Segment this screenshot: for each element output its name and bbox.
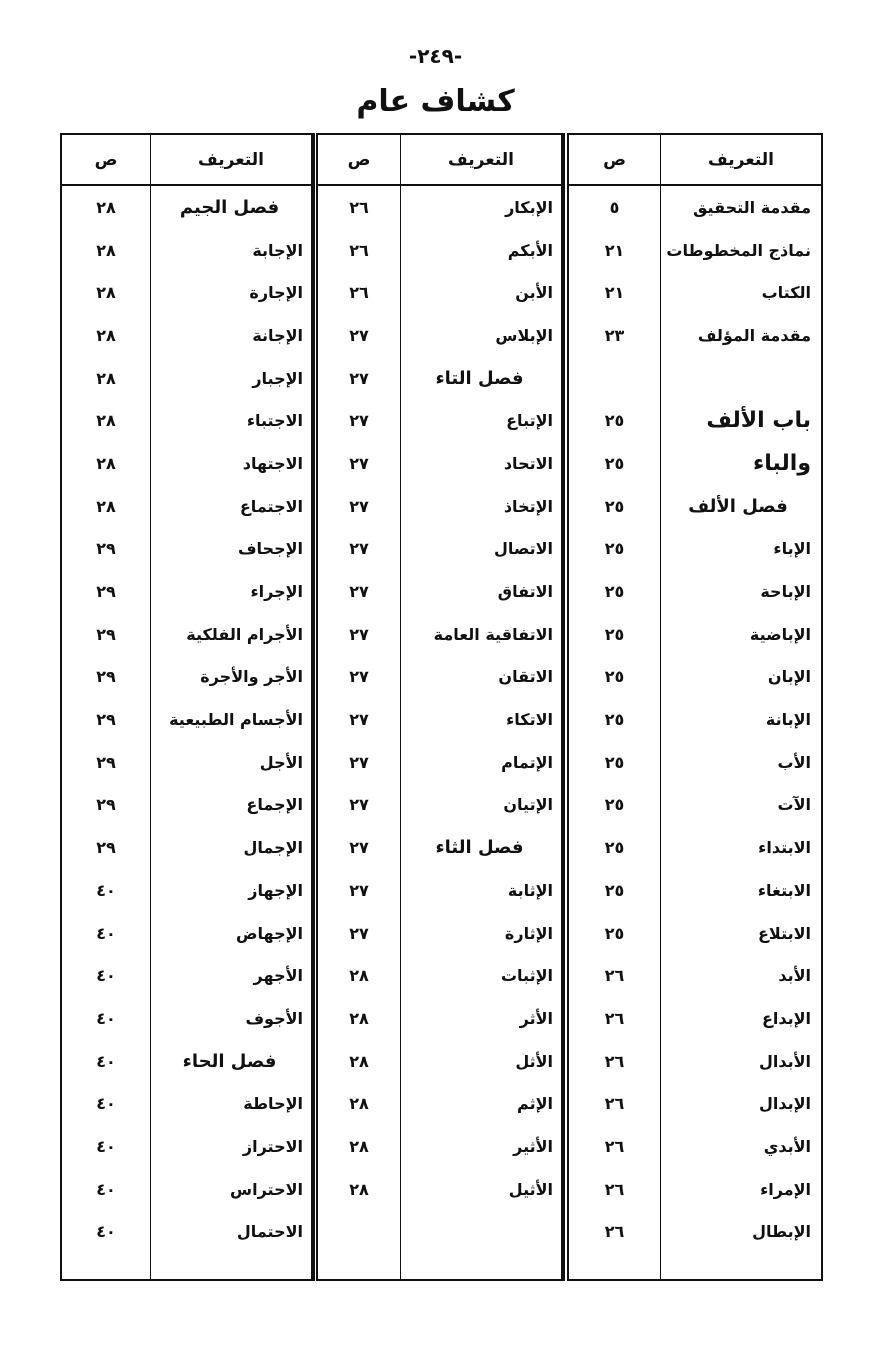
- entry-page-number: ٢٧: [349, 667, 369, 687]
- index-entry: [569, 399, 821, 442]
- index-entry: [318, 399, 561, 442]
- index-entry: [62, 271, 311, 314]
- entry-term: الإجارة: [249, 283, 303, 303]
- section-heading: فصل الحاء: [182, 1050, 277, 1072]
- entry-term: الأبدال: [758, 1051, 811, 1071]
- index-entry: [569, 442, 821, 485]
- entry-term: الإثابة: [507, 880, 553, 900]
- entry-page-number: ٢٩: [96, 710, 116, 730]
- entry-term: الإجحاف: [237, 539, 303, 559]
- entry-page-number: ٢٧: [349, 368, 369, 388]
- entry-term: الإجهاض: [235, 923, 303, 943]
- entry-page-number: ٢٩: [96, 539, 116, 559]
- entry-page-number: ٢١: [604, 240, 625, 260]
- entry-page-number: ٢٨: [349, 1051, 369, 1071]
- entry-term: الأبد: [778, 966, 811, 986]
- entry-page-number: ٢٩: [96, 795, 116, 815]
- index-entry: [62, 1125, 311, 1168]
- index-entry: [62, 399, 311, 442]
- entry-term: الإحاطة: [243, 1094, 303, 1114]
- section-heading: فصل الثاء: [435, 837, 524, 859]
- index-entry: [569, 1211, 821, 1254]
- index-entry: [62, 997, 311, 1040]
- index-entry: [62, 186, 311, 229]
- index-entry: [62, 826, 311, 869]
- entry-term: مقدمة التحقيق: [693, 197, 811, 217]
- index-entry: [569, 1168, 821, 1211]
- index-entry: [62, 1082, 311, 1125]
- entry-page-number: ٢٨: [349, 1094, 369, 1114]
- entry-page-number: ٢٨: [96, 411, 116, 431]
- entry-term: الاحتراز: [242, 1136, 303, 1156]
- entry-term: الأبن: [515, 283, 553, 303]
- index-entry: [569, 1082, 821, 1125]
- entry-page-number: ٢٦: [604, 1051, 625, 1071]
- entry-term: الإباضية: [749, 624, 811, 644]
- index-entry: [62, 229, 311, 272]
- index-entry: [569, 271, 821, 314]
- index-entry: [569, 784, 821, 827]
- index-entry: [62, 357, 311, 400]
- index-entry: [569, 528, 821, 571]
- index-entry: [318, 784, 561, 827]
- entry-term: الأبكم: [507, 240, 553, 260]
- entry-page-number: ٢٨: [96, 453, 116, 473]
- entry-page-number: ٢٧: [349, 795, 369, 815]
- index-entry: [318, 1211, 561, 1254]
- entry-page-number: ٢٨: [96, 240, 116, 260]
- index-entry: [62, 1168, 311, 1211]
- index-entry: [318, 186, 561, 229]
- entry-term: الأثيل: [508, 1179, 553, 1199]
- entry-term: الإباء: [773, 539, 811, 559]
- entry-page-number: ٢٧: [349, 411, 369, 431]
- entry-term: الأثر: [519, 1008, 553, 1028]
- entry-term: الإثم: [517, 1094, 553, 1114]
- entry-page-number: ٢٨: [349, 1179, 369, 1199]
- entry-term: الإبلاس: [495, 325, 553, 345]
- entry-term: الأب: [777, 752, 811, 772]
- entry-page-number: ٥: [609, 197, 620, 217]
- entry-page-number: ٢٧: [349, 496, 369, 516]
- index-entry: [569, 314, 821, 357]
- section-heading: فصل الجيم: [179, 196, 280, 218]
- index-entry: [62, 869, 311, 912]
- term-header: التعريف: [448, 149, 514, 170]
- entry-term: الاحتراس: [230, 1179, 303, 1199]
- page-header: ص: [94, 149, 118, 170]
- entry-term: الإجمال: [243, 838, 303, 858]
- entry-page-number: ٢٩: [96, 667, 116, 687]
- entry-term: الاجتهاد: [242, 453, 303, 473]
- entry-page-number: ٢٧: [349, 624, 369, 644]
- index-entry: [569, 826, 821, 869]
- entry-term: الأجرام الفلكية: [186, 624, 303, 644]
- entry-page-number: ٢٨: [96, 496, 116, 516]
- entry-term: الإتيان: [503, 795, 553, 815]
- index-entry: [318, 271, 561, 314]
- entry-page-number: ٢٧: [349, 838, 369, 858]
- entry-page-number: ٢٥: [604, 795, 625, 815]
- section-heading: باب الألف: [706, 408, 811, 434]
- entry-term: الإثارة: [504, 923, 553, 943]
- index-entry: [569, 570, 821, 613]
- entry-page-number: ٢٧: [349, 880, 369, 900]
- entry-page-number: ٢٥: [604, 582, 625, 602]
- entry-term: الاتكاء: [506, 710, 553, 730]
- index-entry: [569, 1040, 821, 1083]
- index-entry: [318, 912, 561, 955]
- entry-term: الاتفاق: [497, 582, 553, 602]
- entry-page-number: ٢٣: [604, 325, 625, 345]
- index-entry: [569, 485, 821, 528]
- entry-page-number: ٢٥: [604, 539, 625, 559]
- index-entry: [62, 613, 311, 656]
- entry-term: الأجل: [259, 752, 303, 772]
- index-entry: [569, 229, 821, 272]
- entry-term: الإجماع: [246, 795, 303, 815]
- index-entry: [569, 869, 821, 912]
- entry-term: [406, 1211, 553, 1254]
- entry-page-number: ٤٠: [96, 1051, 116, 1071]
- index-entry: [318, 1168, 561, 1211]
- entry-term: الإجابة: [252, 240, 303, 260]
- index-entry: [62, 485, 311, 528]
- index-entry: [318, 570, 561, 613]
- entry-page-number: ٢٦: [349, 283, 369, 303]
- entry-page-number: ٢٦: [604, 1094, 625, 1114]
- entry-page-number: ٢٥: [604, 496, 625, 516]
- entry-term: الإتمام: [501, 752, 553, 772]
- entry-page-number: ٢٨: [349, 1136, 369, 1156]
- index-entry: [569, 698, 821, 741]
- entry-term: الإبان: [767, 667, 811, 687]
- entry-page-number: ٢٥: [604, 923, 625, 943]
- entry-term: الأجوف: [245, 1008, 303, 1028]
- entry-term: الابتداء: [758, 838, 811, 858]
- entry-term: الآت: [777, 795, 811, 815]
- index-entry: [318, 442, 561, 485]
- index-entry: [318, 954, 561, 997]
- entry-page-number: ٤٠: [96, 1222, 116, 1242]
- entry-term: الاحتمال: [236, 1222, 303, 1242]
- entry-page-number: ٤٠: [96, 966, 116, 986]
- entry-term: الإجبار: [252, 368, 303, 388]
- entry-page-number: ٢٨: [96, 325, 116, 345]
- entry-page-number: ٢٦: [604, 1136, 625, 1156]
- entry-term: الاتقان: [498, 667, 553, 687]
- entry-page-number: ٢٨: [96, 368, 116, 388]
- section-heading: فصل التاء: [435, 367, 524, 389]
- index-entry: [62, 698, 311, 741]
- entry-page-number: ٢٧: [349, 539, 369, 559]
- page-number: -٢٤٩-: [408, 44, 463, 68]
- entry-term: الاجتباء: [246, 411, 303, 431]
- entry-term: الإتباع: [506, 411, 553, 431]
- index-entry: [569, 186, 821, 229]
- entry-term: الاتفاقية العامة: [433, 624, 553, 644]
- entry-page-number: ٢٥: [604, 710, 625, 730]
- entry-page-number: ٤٠: [96, 880, 116, 900]
- page-header: ص: [347, 149, 371, 170]
- entry-page-number: ٢١: [604, 283, 625, 303]
- entry-page-number: ٢٧: [349, 582, 369, 602]
- entry-term: الإبداع: [761, 1008, 811, 1028]
- index-entry: [569, 741, 821, 784]
- entry-term: الإبكار: [505, 197, 553, 217]
- entry-page-number: ٢٧: [349, 453, 369, 473]
- index-entry: [62, 912, 311, 955]
- index-entry: [62, 570, 311, 613]
- entry-page-number: ٢٧: [349, 752, 369, 772]
- entry-page-number: ٢٦: [604, 966, 625, 986]
- entry-term: الأجر والأجرة: [200, 667, 303, 687]
- index-entry: [318, 1082, 561, 1125]
- entry-term: الأجهر: [253, 966, 303, 986]
- index-entry: [318, 314, 561, 357]
- entry-page-number: ٢٥: [604, 667, 625, 687]
- entry-term: الإجراء: [250, 582, 303, 602]
- entry-term: الاجتماع: [239, 496, 303, 516]
- entry-page-number: ٢٦: [604, 1008, 625, 1028]
- index-entry: [569, 357, 821, 400]
- entry-term: الأثير: [513, 1136, 553, 1156]
- entry-page-number: [569, 357, 660, 400]
- entry-page-number: ٢٥: [604, 624, 625, 644]
- index-entry: [62, 442, 311, 485]
- index-entry: [62, 954, 311, 997]
- entry-term: الإمراء: [760, 1179, 811, 1199]
- index-entry: [318, 698, 561, 741]
- entry-term: الأجسام الطبيعية: [169, 710, 303, 730]
- section-heading: فصل الألف: [688, 495, 788, 517]
- entry-page-number: ٢٧: [349, 710, 369, 730]
- entry-term: الأثل: [515, 1051, 553, 1071]
- entry-page-number: ٢٥: [604, 411, 625, 431]
- index-entry: [62, 1040, 311, 1083]
- entry-term: الابتلاع: [757, 923, 811, 943]
- index-entry: [318, 741, 561, 784]
- index-entry: [318, 826, 561, 869]
- entry-page-number: ٢٥: [604, 838, 625, 858]
- index-entry: [62, 528, 311, 571]
- entry-page-number: ٢٨: [96, 283, 116, 303]
- index-block-right: [567, 133, 823, 1281]
- entry-term: [665, 357, 811, 400]
- index-entry: [318, 528, 561, 571]
- section-heading: والباء: [753, 450, 811, 476]
- entry-term: الابتغاء: [757, 880, 811, 900]
- entry-page-number: ٢٩: [96, 624, 116, 644]
- entry-page-number: ٢٩: [96, 752, 116, 772]
- entry-term: الإجهاز: [248, 880, 303, 900]
- entry-term: الإبطال: [752, 1222, 811, 1242]
- index-block-middle: [316, 133, 563, 1281]
- index-entry: [318, 656, 561, 699]
- index-block-left: [60, 133, 313, 1281]
- entry-page-number: ٢٧: [349, 923, 369, 943]
- index-entry: [318, 1125, 561, 1168]
- entry-page-number: ٢٦: [349, 240, 369, 260]
- entry-page-number: ٢٦: [604, 1179, 625, 1199]
- entry-term: الإبدال: [758, 1094, 811, 1114]
- index-entry: [569, 954, 821, 997]
- entry-page-number: ٢٧: [349, 325, 369, 345]
- index-entry: [62, 1211, 311, 1254]
- entry-page-number: ٤٠: [96, 1008, 116, 1028]
- entry-term: الإجانة: [252, 325, 303, 345]
- entry-term: الكتاب: [761, 283, 811, 303]
- index-entry: [318, 485, 561, 528]
- entry-term: الأبدي: [763, 1136, 811, 1156]
- entry-term: الإبانة: [765, 710, 811, 730]
- index-entry: [569, 997, 821, 1040]
- entry-page-number: ٢٩: [96, 582, 116, 602]
- index-entry: [62, 741, 311, 784]
- index-entry: [62, 656, 311, 699]
- page-header: ص: [603, 149, 626, 170]
- entry-page-number: ٤٠: [96, 923, 116, 943]
- index-entry: [318, 1040, 561, 1083]
- index-entry: [318, 997, 561, 1040]
- entry-page-number: ٢٨: [349, 1008, 369, 1028]
- index-entry: [569, 1125, 821, 1168]
- entry-page-number: ٢٥: [604, 453, 625, 473]
- index-entry: [569, 613, 821, 656]
- index-entry: [318, 869, 561, 912]
- entry-page-number: ٤٠: [96, 1136, 116, 1156]
- index-entry: [318, 357, 561, 400]
- entry-term: الاتحاد: [503, 453, 553, 473]
- index-entry: [318, 229, 561, 272]
- index-entry: [318, 613, 561, 656]
- term-header: التعريف: [198, 149, 264, 170]
- index-entry: [62, 784, 311, 827]
- index-entry: [62, 314, 311, 357]
- entry-term: الإثبات: [500, 966, 553, 986]
- entry-term: الإتخاذ: [503, 496, 553, 516]
- page-title: كشاف عام: [356, 84, 515, 119]
- entry-page-number: ٢٨: [349, 966, 369, 986]
- entry-page-number: [318, 1211, 400, 1254]
- entry-page-number: ٢٥: [604, 752, 625, 772]
- entry-page-number: ٤٠: [96, 1179, 116, 1199]
- entry-term: مقدمة المؤلف: [697, 325, 811, 345]
- entry-term: نماذج المخطوطات: [666, 240, 811, 260]
- entry-page-number: ٢٩: [96, 838, 116, 858]
- index-entry: [569, 912, 821, 955]
- entry-page-number: ٤٠: [96, 1094, 116, 1114]
- entry-page-number: ٢٦: [604, 1222, 625, 1242]
- entry-page-number: ٢٦: [349, 197, 369, 217]
- entry-term: الإباحة: [760, 582, 811, 602]
- entry-page-number: ٢٨: [96, 197, 116, 217]
- entry-term: الاتصال: [493, 539, 553, 559]
- entry-page-number: ٢٥: [604, 880, 625, 900]
- term-header: التعريف: [708, 149, 774, 170]
- index-entry: [569, 656, 821, 699]
